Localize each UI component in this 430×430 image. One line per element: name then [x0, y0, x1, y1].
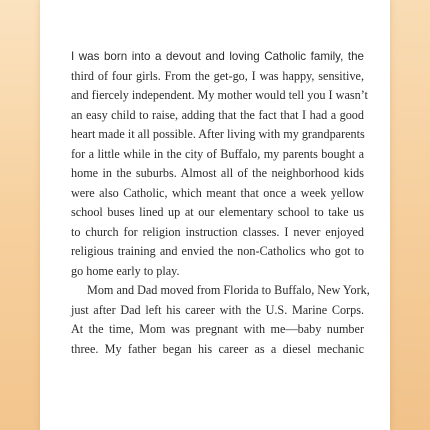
paragraph-1 [71, 47, 368, 281]
text-line: heart made it all possible. After living with my grandparents [71, 127, 365, 141]
text-line: Mom and Dad moved from Florida to Buffalo, New York, [87, 283, 370, 297]
text-line: religious training and envied the non-Catholics who got to [71, 244, 364, 258]
text-line: an easy child to raise, adding that the fact that I had a good [71, 107, 364, 122]
text-line: and fiercely independent. My mother would tell you I wasn’t [71, 88, 368, 102]
text-line: just after Dad left his career with the U.S. Marine Corps. [71, 302, 364, 317]
text-line: for a little while in the city of Buffalo, my parents bought a [71, 146, 364, 161]
text-line: to church for religion instruction classes. I never enjoyed [71, 224, 364, 239]
text-line: go home early to play. [71, 263, 180, 278]
background-right-edge [390, 0, 430, 430]
body-text [71, 47, 370, 359]
text-line: were also Catholic, which meant that once a week yellow [71, 185, 364, 200]
text-line: home in the suburbs. Almost all of the neighborhood kids [71, 166, 364, 180]
paragraph-2 [71, 281, 370, 359]
text-line: At the time, Mom was pregnant with me—baby number [71, 322, 364, 336]
text-line: school buses lined up at our elementary school to take us [71, 205, 364, 219]
text-line: I was born into a devout and loving Catholic family, the [71, 50, 364, 63]
background-left-edge [0, 0, 40, 430]
text-line: third of four girls. From the get-go, I was happy, sensitive, [71, 68, 364, 83]
text-line: three. My father began his career as a diesel mechanic [71, 341, 364, 356]
book-page [40, 0, 390, 430]
